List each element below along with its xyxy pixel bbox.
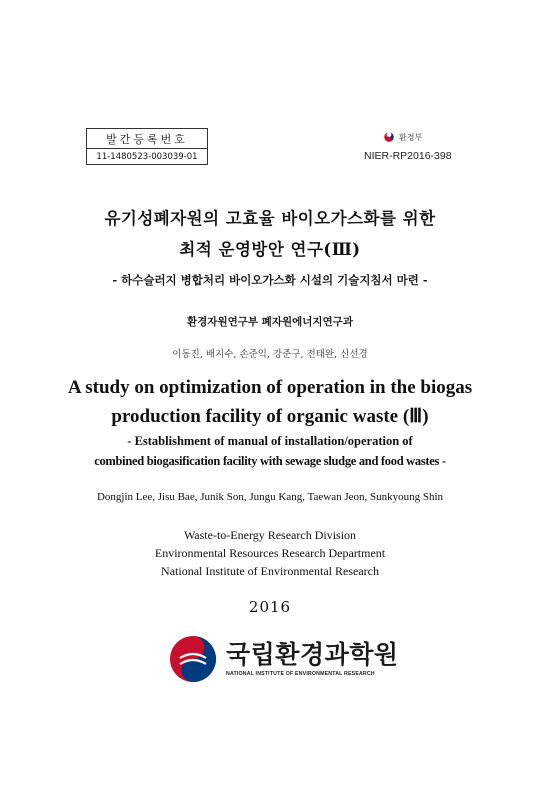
english-subtitle-line2: combined biogasification facility with sewage sludge and food wastes - (94, 454, 446, 468)
english-subtitle-line1: - Establishment of manual of installation/operation of (127, 434, 413, 448)
institute-logo (168, 634, 399, 684)
institute-name-kr: 국립환경과학원 (226, 640, 399, 669)
ministry-name: 환경부 (399, 132, 423, 142)
report-number: NIER-RP2016-398 (364, 150, 452, 162)
english-title-line1: A study on optimization of operation in the biogas (67, 377, 473, 398)
korean-subtitle: - 하수슬러지 병합처리 바이오가스화 시설의 기술지침서 마련 - (112, 273, 428, 287)
publication-year: 2016 (248, 598, 292, 616)
institute-emblem-icon (168, 634, 218, 684)
institute-name-en: NATIONAL INSTITUTE OF ENVIRONMENTAL RESEARCH (226, 671, 375, 677)
korean-title-line2: 최적 운영방안 연구(Ⅲ) (179, 240, 361, 259)
korean-title-line1: 유기성폐자원의 고효율 바이오가스화를 위한 (104, 209, 436, 228)
english-authors: Dongjin Lee, Jisu Bae, Junik Son, Jungu Kang, Taewan Jeon, Sunkyoung Shin (96, 491, 444, 503)
taegeuk-emblem-icon (383, 131, 395, 143)
ministry-logo (383, 131, 422, 143)
publication-number: 11-1480523-003039-01 (96, 152, 198, 162)
english-title-line2: production facility of organic waste (Ⅲ) (111, 406, 429, 427)
org-division: Waste-to-Energy Research Division (183, 528, 357, 542)
publication-number-box (86, 128, 208, 165)
korean-department: 환경자원연구부 폐자원에너지연구과 (187, 316, 353, 328)
org-department: Environmental Resources Research Department (154, 546, 386, 560)
korean-authors: 이동진, 배지수, 손준익, 강준구, 전태완, 신선경 (172, 349, 368, 360)
publication-number-label: 발간등록번호 (87, 129, 207, 149)
org-institute: National Institute of Environmental Research (161, 564, 379, 578)
